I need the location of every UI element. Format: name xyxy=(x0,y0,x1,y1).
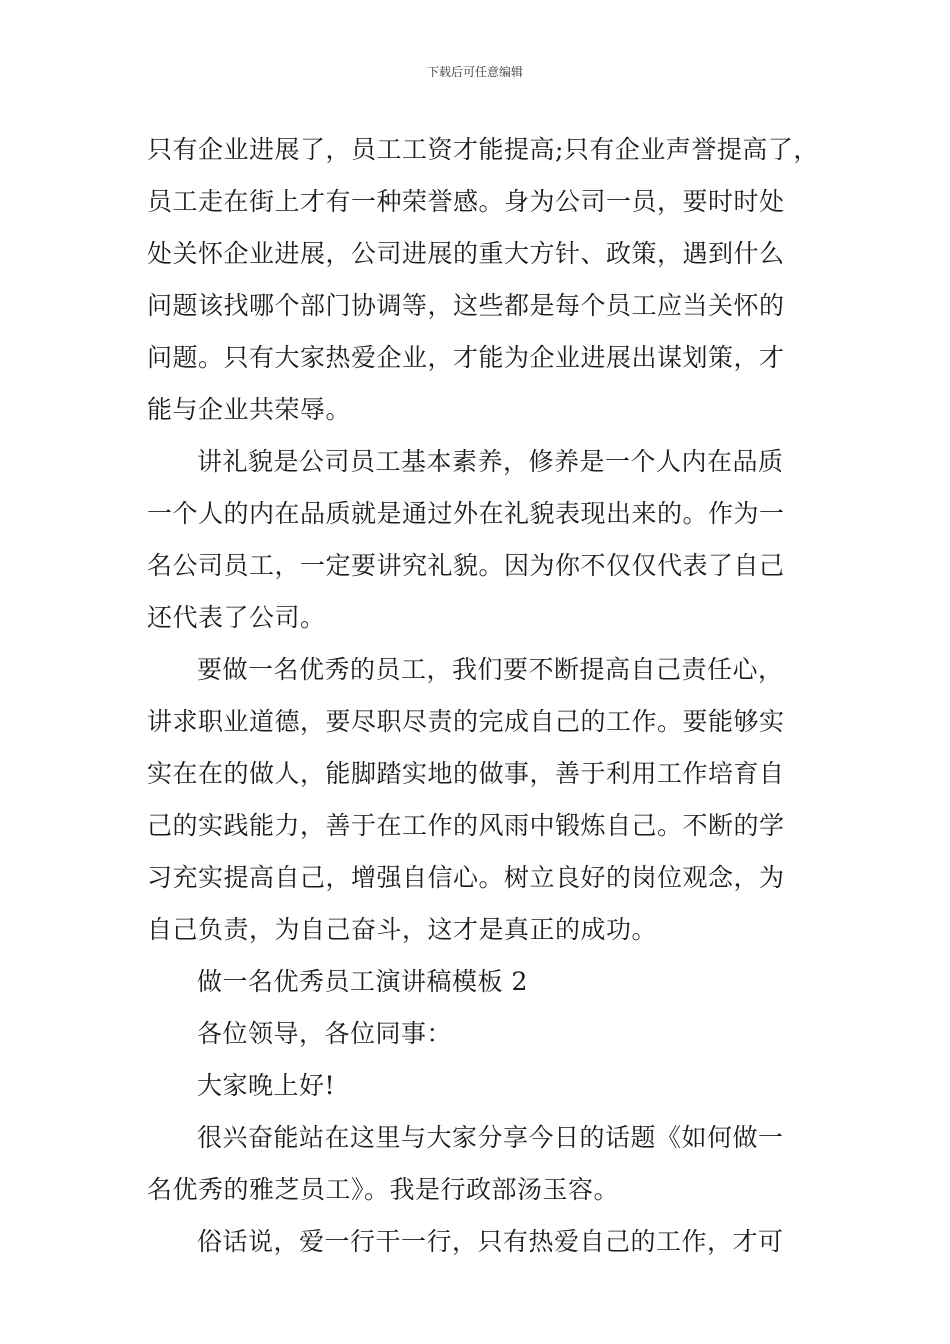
paragraph-start-line: 俗话说，爱一行干一行，只有热爱自己的工作，才可 xyxy=(197,1227,784,1256)
salutation-line: 各位领导，各位同事： xyxy=(197,1019,453,1048)
text-line: 问题。只有大家热爱企业，才能为企业进展出谋划策，才 xyxy=(147,343,785,372)
paragraph-start-line: 要做一名优秀的员工，我们要不断提高自己责任心， xyxy=(197,655,784,684)
text-line: 名优秀的雅芝员工》。我是行政部汤玉容。 xyxy=(147,1175,620,1204)
paragraph-start-line: 讲礼貌是公司员工基本素养，修养是一个人内在品质 xyxy=(197,447,784,476)
text-line: 自己负责，为自己奋斗，这才是真正的成功。 xyxy=(147,915,658,944)
greeting-line: 大家晚上好! xyxy=(197,1071,336,1100)
text-line: 一个人的内在品质就是通过外在礼貌表现出来的。作为一 xyxy=(147,499,785,528)
page-header: 下载后可任意编辑 xyxy=(426,65,523,79)
text-line: 处关怀企业进展，公司进展的重大方针、政策，遇到什么 xyxy=(147,239,785,268)
text-line: 还代表了公司。 xyxy=(147,603,326,632)
document-body xyxy=(147,124,827,1268)
text-line: 名公司员工，一定要讲究礼貌。因为你不仅仅代表了自己 xyxy=(147,551,785,580)
text-line: 讲求职业道德，要尽职尽责的完成自己的工作。要能够实 xyxy=(147,707,785,736)
text-line: 己的实践能力，善于在工作的风雨中锻炼自己。不断的学 xyxy=(147,811,785,840)
text-line: 习充实提高自己，增强自信心。树立良好的岗位观念，为 xyxy=(147,863,785,892)
text-line: 问题该找哪个部门协调等，这些都是每个员工应当关怀的 xyxy=(147,291,785,320)
text-line: 能与企业共荣辱。 xyxy=(147,395,352,424)
text-line: 只有企业进展了，员工工资才能提高;只有企业声誉提高了， xyxy=(147,135,819,164)
text-line: 员工走在街上才有一种荣誉感。身为公司一员，要时时处 xyxy=(147,187,785,216)
section-title: 做一名优秀员工演讲稿模板 2 xyxy=(197,967,528,996)
paragraph-start-line: 很兴奋能站在这里与大家分享今日的话题《如何做一 xyxy=(197,1123,784,1152)
text-line: 实在在的做人，能脚踏实地的做事，善于利用工作培育自 xyxy=(147,759,785,788)
